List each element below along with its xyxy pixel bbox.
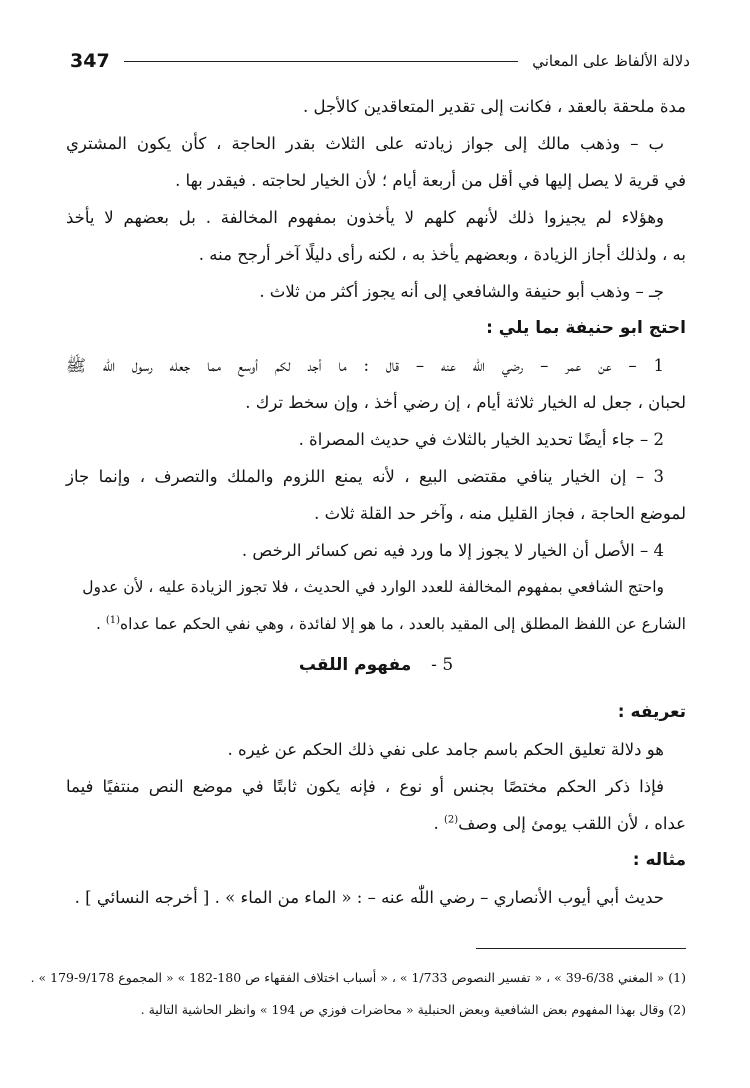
footnotes: [30, 962, 686, 1026]
main-text: [66, 88, 686, 916]
subheading-arguments: احتج ابو حنيفة بما يلي :: [486, 318, 686, 338]
text-line: في قرية لا يصل إليها في أقل من أربعة أيام ؛ لأن الخيار لحاجته . فيقدر بها .: [175, 171, 686, 190]
text-segment: .: [95, 615, 106, 633]
footnote-ref-2: (2): [444, 814, 459, 826]
text-line: 1 – عن عمر – رضي اللّٰه عنه – قال : ما أجد لكم أوسع مما جعله رسول اللّٰه ﷺ: [66, 356, 664, 375]
text-line: لموضع الحاجة ، فجاز القليل منه ، وآخر حد القلة ثلاث .: [314, 504, 686, 523]
section-heading: [66, 647, 686, 684]
subheading-definition: تعريفه :: [617, 702, 686, 722]
text-line: مدة ملحقة بالعقد ، فكانت إلى تقدير المتعاقدين كالأجل .: [303, 97, 686, 116]
subheading-example: مثاله :: [632, 850, 686, 870]
text-segment: .: [433, 814, 444, 833]
text-segment: الشارع عن اللفظ المطلق إلى المقيد بالعدد ، ما هو إلا لفائدة ، وهي نفي الحكم عما عداه: [120, 615, 686, 633]
page-header: [70, 46, 690, 76]
text-line: به ، ولذلك أجاز الزيادة ، وبعضهم يأخذ به ، لكنه رأى دليلًا آخر أرجح منه .: [198, 245, 686, 264]
text-line: [66, 606, 686, 643]
section-number: 5 -: [431, 655, 454, 675]
text-line: هو دلالة تعليق الحكم باسم جامد على نفي ذلك الحكم عن غيره .: [227, 740, 664, 759]
text-line: 4 – الأصل أن الخيار لا يجوز إلا ما ورد فيه نص كسائر الرخص .: [241, 541, 664, 560]
text-line: جـ – وذهب أبو حنيفة والشافعي إلى أنه يجوز أكثر من ثلاث .: [259, 282, 664, 301]
page-number: 347: [70, 50, 110, 72]
text-line: [66, 805, 686, 842]
footnote-divider: [476, 948, 686, 949]
section-title: مفهوم اللقب: [298, 655, 412, 675]
text-line: واحتج الشافعي بمفهوم المخالفة للعدد الوارد في الحديث ، فلا تجوز الزيادة عليه ، لأن عدول: [82, 578, 664, 596]
text-line: وهؤلاء لم يجيزوا ذلك لأنهم كلهم لا يأخذون بمفهوم المخالفة . بل بعضهم لا يأخذ: [66, 208, 664, 227]
footnote-ref-1: (1): [105, 614, 120, 626]
text-line: 3 – إن الخيار ينافي مقتضى البيع ، لأنه يمنع اللزوم والملك والتصرف ، وإنما جاز: [66, 467, 664, 486]
running-title: دلالة الألفاظ على المعاني: [532, 52, 690, 70]
text-segment: عداه ، لأن اللقب يومئ إلى وصف: [458, 814, 686, 833]
footnote-2: (2) وقال بهذا المفهوم بعض الشافعية وبعض الحنبلية « محاضرات فوزي ص 194 » وانظر الحاشية التالية .: [140, 1002, 686, 1017]
text-line: فإذا ذكر الحكم مختصًا بجنس أو نوع ، فإنه يكون ثابتًا في موضع النص منتفيًا فيما: [66, 777, 664, 796]
text-line: 2 – جاء أيضًا تحديد الخيار بالثلاث في حديث المصراة .: [298, 430, 664, 449]
footnote-1: (1) « المغني 6/38-39 » ، « تفسير النصوص 1/733 » ، « أسباب اختلاف الفقهاء ص 180-182 » « المجموع 9/178-179 » .: [30, 970, 686, 985]
text-line: ب – وذهب مالك إلى جواز زيادته على الثلاث بقدر الحاجة ، كأن يكون المشتري: [66, 134, 664, 153]
header-rule: [124, 61, 519, 62]
text-line: حديث أبي أيوب الأنصاري – رضي اللّٰه عنه – : « الماء من الماء » . [ أخرجه النسائي ] .: [74, 888, 664, 907]
text-line: لحبان ، جعل له الخيار ثلاثة أيام ، إن رضي أخذ ، وإن سخط ترك .: [245, 393, 686, 412]
